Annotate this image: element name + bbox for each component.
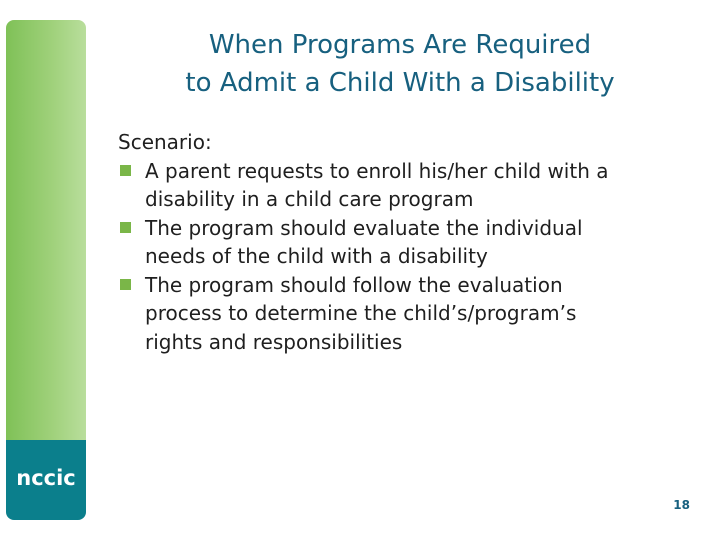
bullet-line: rights and responsibilities	[145, 329, 403, 354]
nccic-logo: nccic	[16, 466, 76, 490]
bullet-line: process to determine the child’s/program’s	[145, 301, 577, 325]
bullet-item	[118, 271, 708, 357]
bullet-line: The program should evaluate the individual	[145, 215, 583, 240]
bullet-text	[145, 214, 708, 271]
bullet-text	[145, 271, 708, 357]
bullet-line: needs of the child with a disability	[145, 244, 488, 268]
square-bullet-icon	[120, 222, 131, 233]
page-number: 18	[673, 498, 690, 512]
title-line: When Programs Are Required	[208, 30, 592, 60]
slide-title	[120, 26, 680, 102]
bullet-text	[145, 157, 708, 214]
bullet-line: The program should follow the evaluation	[145, 272, 563, 297]
bullet-item	[118, 214, 708, 271]
sidebar-green-panel	[6, 20, 86, 440]
bullet-line: disability in a child care program	[145, 187, 474, 211]
title-line: to Admit a Child With a Disability	[185, 68, 615, 98]
square-bullet-icon	[120, 165, 131, 176]
bullet-item	[118, 157, 708, 214]
bullet-line: A parent requests to enroll his/her child with a	[145, 158, 609, 183]
scenario-label: Scenario:	[118, 130, 212, 154]
square-bullet-icon	[120, 279, 131, 290]
sidebar-bar	[6, 20, 86, 520]
slide-body	[118, 128, 708, 356]
